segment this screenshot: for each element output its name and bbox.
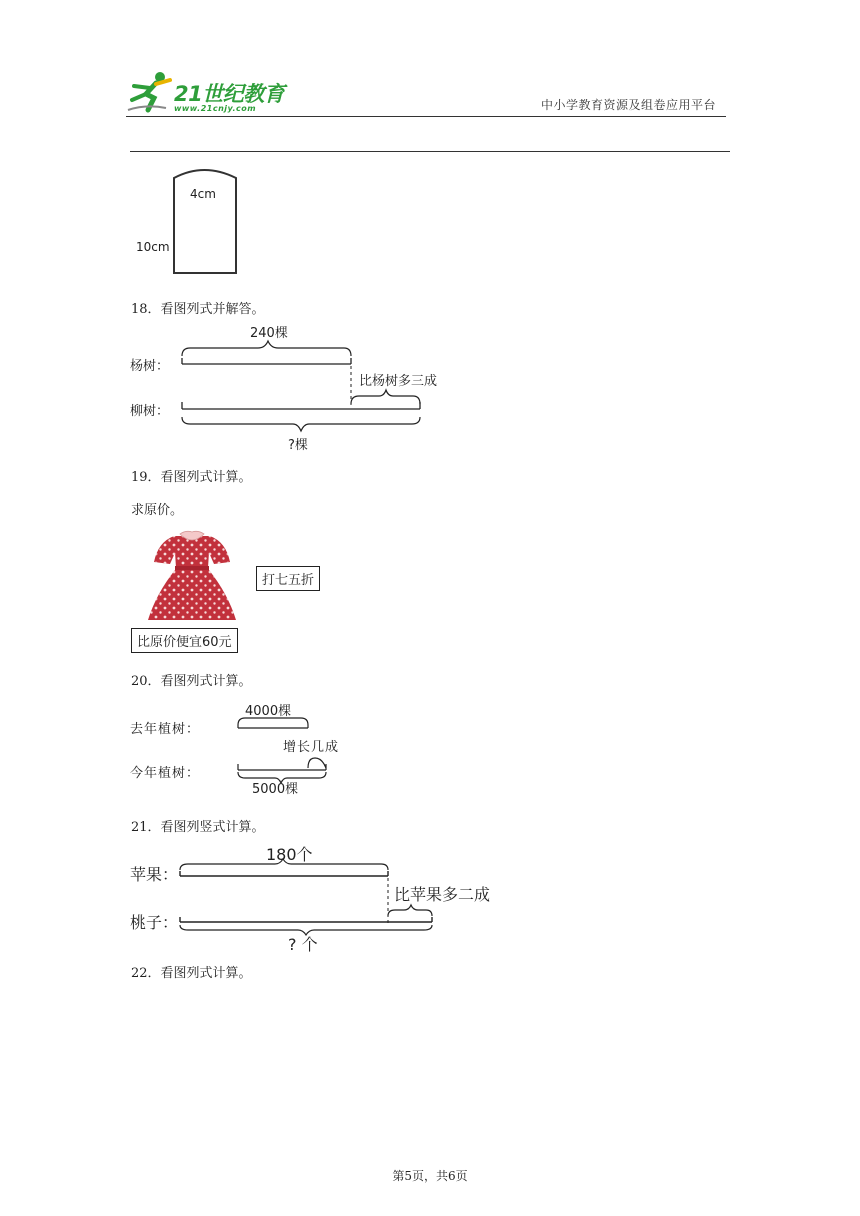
q19-prompt: 求原价。 — [131, 503, 184, 518]
q18-row1-label: 杨树： — [130, 359, 170, 374]
q21-total-label: ? 个 — [288, 935, 318, 954]
content-divider — [130, 151, 730, 152]
q20-bottom-value: 5000棵 — [252, 782, 299, 797]
arch-shape — [132, 160, 262, 280]
q21-row1-label: 苹果： — [130, 865, 179, 884]
header-divider — [126, 116, 726, 117]
q20-diagram — [130, 698, 370, 798]
q20-title: 20．看图列式计算。 — [131, 674, 252, 689]
q18-row2-label: 柳树： — [130, 404, 170, 419]
q21-title: 21．看图列竖式计算。 — [131, 820, 265, 835]
q20-row2-label: 今年植树： — [130, 766, 201, 781]
q19-discount-box: 打七五折 — [256, 566, 320, 591]
logo-main-text: 21世纪教育 — [174, 82, 285, 106]
q20-top-value: 4000棵 — [245, 704, 292, 719]
q19-cheaper-box: 比原价便宜60元 — [131, 628, 238, 653]
q19-title: 19．看图列式计算。 — [131, 470, 252, 485]
q17-top-label: 4cm — [190, 187, 216, 201]
q21-diagram — [130, 840, 520, 955]
site-name: 中小学教育资源及组卷应用平台 — [541, 98, 717, 112]
q18-extra-label: 比杨树多三成 — [359, 374, 438, 389]
q18-diagram — [130, 320, 470, 455]
q19-diagram — [130, 522, 350, 657]
q20-increase-label: 增长几成 — [283, 740, 340, 755]
dress-icon — [144, 524, 240, 624]
q21-row2-label: 桃子： — [130, 913, 179, 932]
logo-runner-icon — [126, 70, 178, 114]
logo-sub-text: www.21cnjy.com — [174, 104, 257, 113]
q18-title: 18．看图列式并解答。 — [131, 302, 265, 317]
q21-top-value: 180个 — [266, 845, 313, 864]
q17-figure — [132, 160, 262, 280]
q18-total-label: ?棵 — [288, 438, 308, 453]
q22-title: 22．看图列式计算。 — [131, 966, 252, 981]
q18-top-value: 240棵 — [250, 326, 288, 341]
q20-row1-label: 去年植树： — [130, 722, 201, 737]
q17-side-label: 10cm — [136, 240, 170, 254]
q21-extra-label: 比苹果多二成 — [394, 885, 491, 904]
page-footer: 第5页，共6页 — [392, 1169, 468, 1183]
header — [0, 0, 860, 120]
